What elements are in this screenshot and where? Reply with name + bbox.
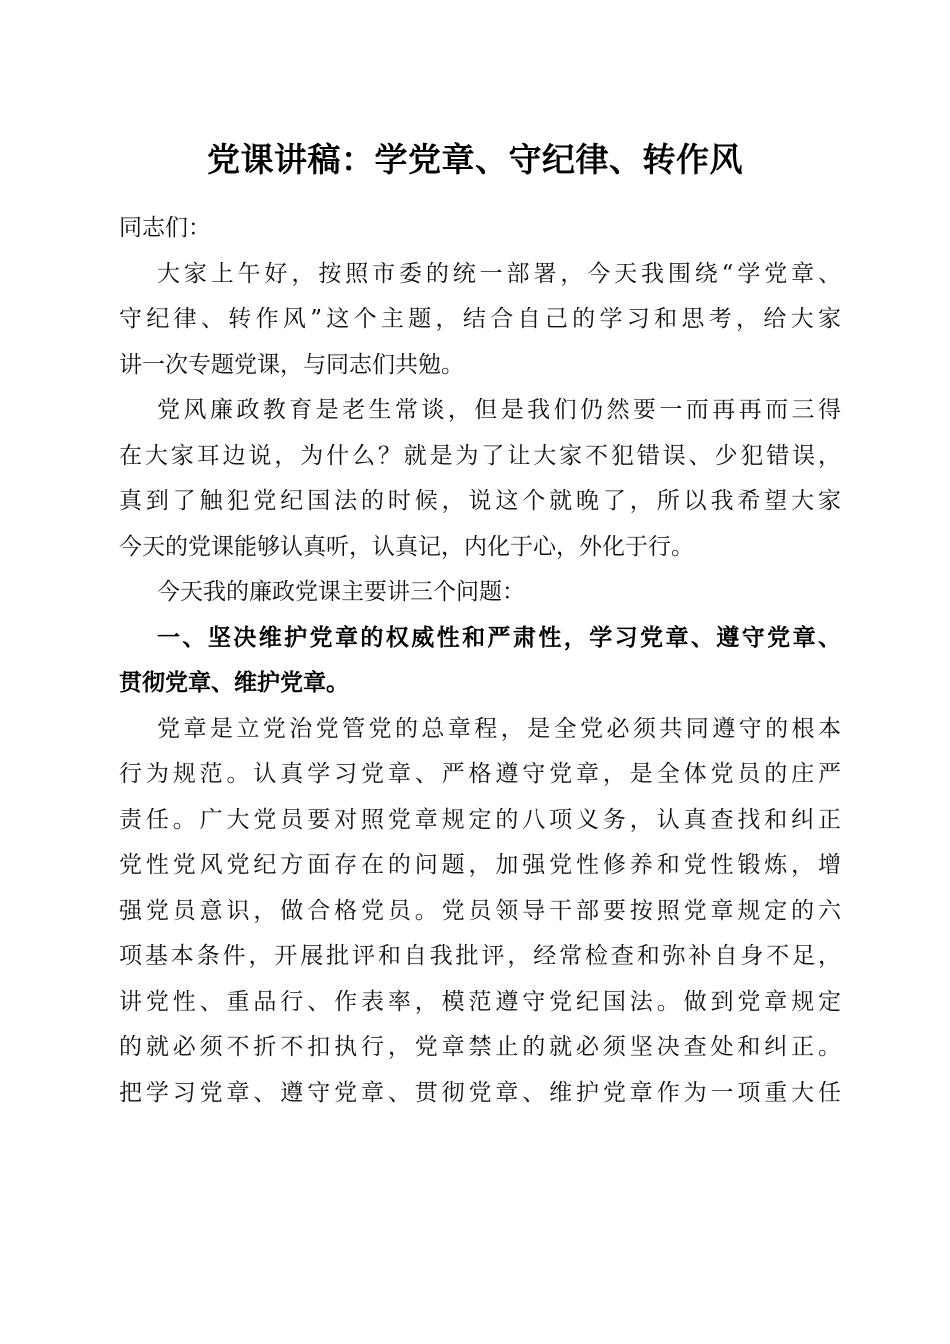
- paragraph-1-line-1: 大家上午好，按照市委的统一部署，今天我围绕“学党章、: [157, 260, 841, 287]
- paragraph-3-line-1: 今天我的廉政党课主要讲三个问题：: [157, 579, 525, 605]
- paragraph-4-line-3: 责任。广大党员要对照党章规定的八项义务，认真查找和纠正: [119, 806, 841, 833]
- paragraph-1-line-2: 守纪律、转作风”这个主题，结合自己的学习和思考，给大家: [119, 306, 841, 332]
- paragraph-2-line-4: 今天的党课能够认真听，认真记，内化于心，外化于行。: [119, 533, 694, 560]
- paragraph-2-line-2: 在大家耳边说，为什么？就是为了让大家不犯错误、少犯错误，: [119, 442, 841, 469]
- paragraph-4-line-8: 的就必须不折不扣执行，党章禁止的就必须坚决查处和纠正。: [119, 1034, 841, 1060]
- paragraph-4-line-6: 项基本条件，开展批评和自我批评，经常检查和弥补自身不足，: [119, 943, 841, 969]
- document-body: [119, 206, 841, 1116]
- section-heading-line-1: 一、坚决维护党章的权威性和严肃性，学习党章、遵守党章、: [157, 624, 841, 651]
- salutation-line: 同志们：: [119, 215, 211, 241]
- paragraph-4-line-4: 党性党风党纪方面存在的问题，加强党性修养和党性锻炼，增: [119, 852, 841, 878]
- section-heading-line-2: 贯彻党章、维护党章。: [119, 670, 349, 696]
- paragraph-4-line-5: 强党员意识，做合格党员。党员领导干部要按照党章规定的六: [119, 897, 841, 924]
- paragraph-1-line-3: 讲一次专题党课，与同志们共勉。: [119, 351, 464, 378]
- paragraph-4-line-9: 把学习党章、遵守党章、贯彻党章、维护党章作为一项重大任: [119, 1079, 841, 1106]
- paragraph-2-line-3: 真到了触犯党纪国法的时候，说这个就晚了，所以我希望大家: [119, 488, 841, 514]
- paragraph-2-line-1: 党风廉政教育是老生常谈，但是我们仍然要一而再再而三得: [157, 397, 841, 423]
- document-title: 党课讲稿：学党章、守纪律、转作风: [207, 140, 743, 179]
- paragraph-4-line-2: 行为规范。认真学习党章、严格遵守党章，是全体党员的庄严: [119, 761, 841, 787]
- paragraph-4-line-7: 讲党性、重品行、作表率，模范遵守党纪国法。做到党章规定: [119, 988, 841, 1015]
- paragraph-4-line-1: 党章是立党治党管党的总章程，是全党必须共同遵守的根本: [157, 715, 841, 742]
